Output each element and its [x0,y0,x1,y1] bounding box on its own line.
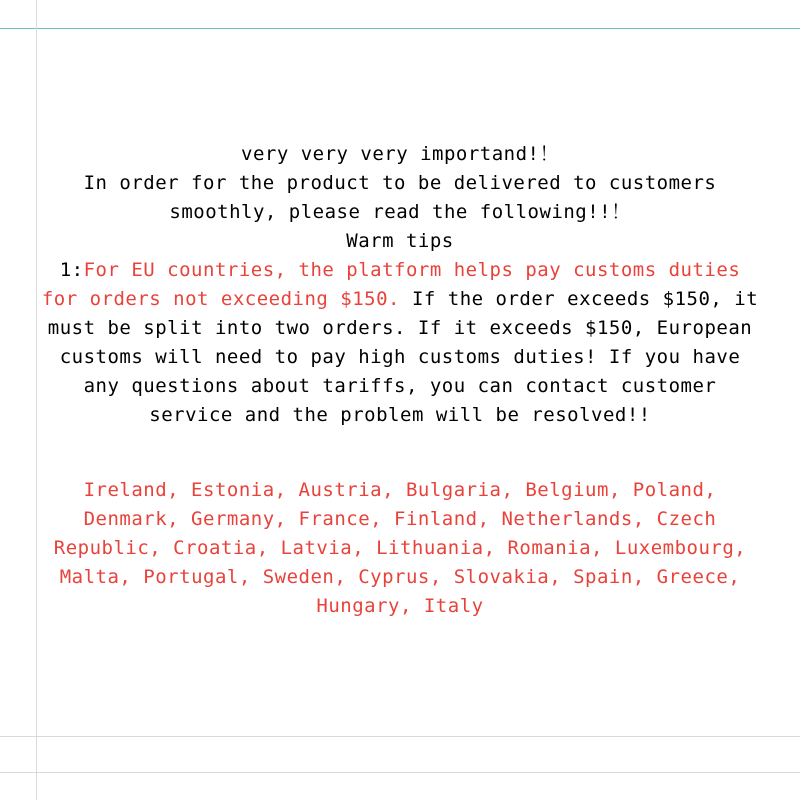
countries-line-1: Ireland, Estonia, Austria, Bulgaria, Belgium, Poland, [83,479,717,501]
tips-number-label: 1: [59,259,84,281]
tips-red-second: for orders not exceeding $150. [41,288,400,310]
countries-line-4: Malta, Portugal, Sweden, Cyprus, Slovakia, Spain, Greece, [59,566,741,588]
countries-line-5: Hungary, Italy [316,595,484,617]
countries-line-3: Republic, Croatia, Latvia, Lithuania, Romania, Luxembourg, [53,537,747,559]
eu-countries-list [0,476,800,621]
rule-line-lower-1 [0,736,800,737]
countries-line-2: Denmark, Germany, France, Finland, Netherlands, Czech [83,508,717,530]
tips-line-1 [0,256,800,285]
tips-black-tail: If the order exceeds $150, it [400,288,759,310]
rule-line-lower-2 [0,772,800,773]
heading-line-4: Warm tips [346,230,454,252]
notice-text-block [0,140,800,430]
heading-line-3: smoothly, please read the following!!！ [169,201,631,223]
tips-line-6: service and the problem will be resolved!! [149,404,651,426]
heading-line-2: In order for the product to be delivered to customers [83,172,717,194]
heading-line-1: very very very importand!！ [241,143,559,165]
tips-red-lead: For EU countries, the platform helps pay customs duties [83,259,741,281]
rule-line-top-teal [0,28,800,29]
tips-line-5: any questions about tariffs, you can contact customer [83,375,717,397]
tips-line-3: must be split into two orders. If it exceeds $150, European [47,317,753,339]
tips-line-2 [0,285,800,314]
tips-line-4: customs will need to pay high customs duties! If you have [59,346,741,368]
